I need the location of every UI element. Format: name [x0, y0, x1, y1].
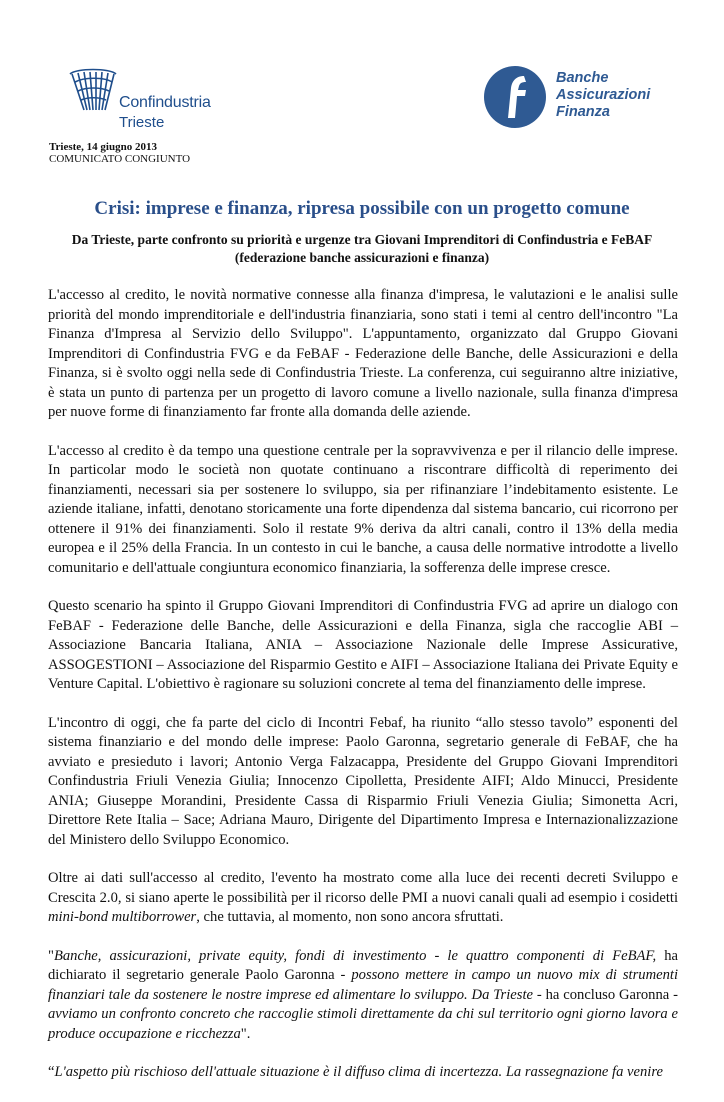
paragraph-1: L'accesso al credito, le novità normative connesse alla finanza d'impresa, le valutazioni e le analisi sulle priorità del mondo imprenditoriale e dell'industria finanziaria, sono stati i temi al centro dell'incontro "La Finanza d'Impresa al Servizio dello Sviluppo". L'appuntamento, organizzato dal Gruppo Giovani Imprenditori di Confindustria FVG e da FeBAF - Federazione delle Banche, delle Assicurazioni e della Finanza, si è svolto oggi nella sede di Confindustria Trieste. La conferenza, cui seguiranno altre iniziative, è stata un punto di partenza per un progetto di lavoro comune a livello nazionale, sulla finanza d'impresa per nuove forme di finanziamento far fronte alla domanda delle aziende. [48, 287, 678, 420]
confindustria-shell-icon [66, 66, 120, 114]
dateline [49, 141, 190, 165]
paragraph-6-text-2: - ha concluso Garonna - [532, 986, 678, 1003]
paragraph-6-quote-2: possono mettere in campo un nuovo mix di strumenti finanziari tale da sostenere le nostre imprese ed alimentare lo sviluppo. Da Trieste [48, 967, 678, 1003]
paragraph-5 [48, 869, 678, 928]
febaf-word-assicurazioni: Assicurazioni [556, 87, 651, 103]
paragraph-7-open-quote: “ [48, 1064, 55, 1080]
subtitle-line-1: Da Trieste, parte confronto su priorità e urgenze tra Giovani Imprenditori di Confindustria e FeBAF [71, 232, 653, 247]
paragraph-5-text-b: , che tuttavia, al momento, non sono ancora sfruttati. [196, 909, 504, 925]
paragraph-6-text-1: ha dichiarato il segretario generale Paolo Garonna - [48, 947, 678, 983]
febaf-word-finanza: Finanza [556, 104, 610, 120]
subtitle-line-2: (federazione banche assicurazioni e finanza) [234, 250, 490, 265]
release-kind: COMUNICATO CONGIUNTO [49, 153, 191, 165]
article-body [48, 286, 678, 1102]
paragraph-5-emphasis: mini-bond multiborrower [48, 909, 197, 925]
paragraph-4: L'incontro di oggi, che fa parte del ciclo di Incontri Febaf, ha riunito “allo stesso tavolo” esponenti del sistema finanziario e del mondo delle imprese: Paolo Garonna, segretario generale di FeBAF, che ha avviato e presieduto i lavori; Antonio Verga Falzacappa, Presidente del Gruppo Giovani Imprenditori Confindustria Friuli Venezia Giulia; Innocenzo Cipolletta, Presidente AIFI; Aldo Minucci, Presidente ANIA; Giuseppe Morandini, Presidente Cassa di Risparmio Friuli Venezia Giulia; Simonetta Acri, Direttore Rete Italia – Sace; Adriana Mauro, Dirigente del Dipartimento Impresa e Internazionalizzazione del Ministero dello Sviluppo Economico. [48, 714, 678, 848]
paragraph-6-close-quote: ". [240, 1025, 251, 1042]
paragraph-7-quote: L'aspetto più rischioso dell'attuale situazione è il diffuso clima di incertezza. La rassegnazione fa venire [54, 1064, 663, 1080]
paragraph-6-quote-1: Banche, assicurazioni, private equity, fondi di investimento - le quattro componenti di FeBAF, [53, 947, 657, 964]
confindustria-trieste-logo [66, 66, 216, 136]
febaf-logo [484, 64, 654, 128]
febaf-f-icon [484, 66, 546, 128]
paragraph-2: L'accesso al credito è da tempo una questione centrale per la sopravvivenza e per il rilancio delle imprese. In particolar modo le società non quotate continuano a riscontrare difficoltà di reperimento dei finanziamenti, necessari sia per sostenere lo sviluppo, sia per rifinanziare l’indebitamento esistente. Le aziende italiane, infatti, denotano storicamente una forte dipendenza dal sistema bancario, cui ricorrono per ottenere il 91% dei finanziamenti. Solo il restate 9% deriva da altri canali, contro il 13% della media europea e il 25% della Francia. In un contesto in cui le banche, a causa delle normative introdotte a livello comunitario e dell'attuale congiuntura economico finanziaria, la sofferenza delle imprese cresce. [48, 442, 678, 576]
febaf-circle [484, 66, 546, 128]
febaf-wordmark [556, 70, 650, 121]
febaf-word-banche: Banche [556, 70, 609, 86]
paragraph-6-open-quote: " [48, 947, 54, 964]
confindustria-brand: Confindustria [119, 94, 211, 111]
paragraph-7 [48, 1063, 678, 1083]
page-title: Crisi: imprese e finanza, ripresa possibile con un progetto comune [94, 198, 630, 219]
release-date: Trieste, 14 giugno 2013 [49, 141, 157, 153]
paragraph-6-quote-3: avviamo un confronto concreto che raccoglie stimoli direttamente da chi sul territorio ogni giorno lavora e produce occupazione e ricchezza [48, 1006, 678, 1042]
confindustria-city: Trieste [119, 114, 165, 131]
page-subtitle [60, 231, 664, 267]
paragraph-5-text-a: Oltre ai dati sull'accesso al credito, l'evento ha mostrato come alla luce dei recenti decreti Sviluppo e Crescita 2.0, si siano aperte le possibilità per il ricorso delle PMI a nuovi canali quali ad esempio i cosidetti [48, 870, 678, 906]
paragraph-3: Questo scenario ha spinto il Gruppo Giovani Imprenditori di Confindustria FVG ad aprire un dialogo con FeBAF - Federazione delle Banche, delle Assicurazioni e della Finanza, sigla che raccoglie ABI – Associazione Bancaria Italiana, ANIA – Associazione Nazionale delle Imprese Assicurative, ASSOGESTIONI – Associazione del Risparmio Gestito e AIFI – Associazione Italiana dei Private Equity e Venture Capital. L'obiettivo è ragionare su soluzioni concrete al tema del finanziamento delle imprese. [48, 598, 678, 692]
paragraph-6 [48, 947, 678, 1045]
